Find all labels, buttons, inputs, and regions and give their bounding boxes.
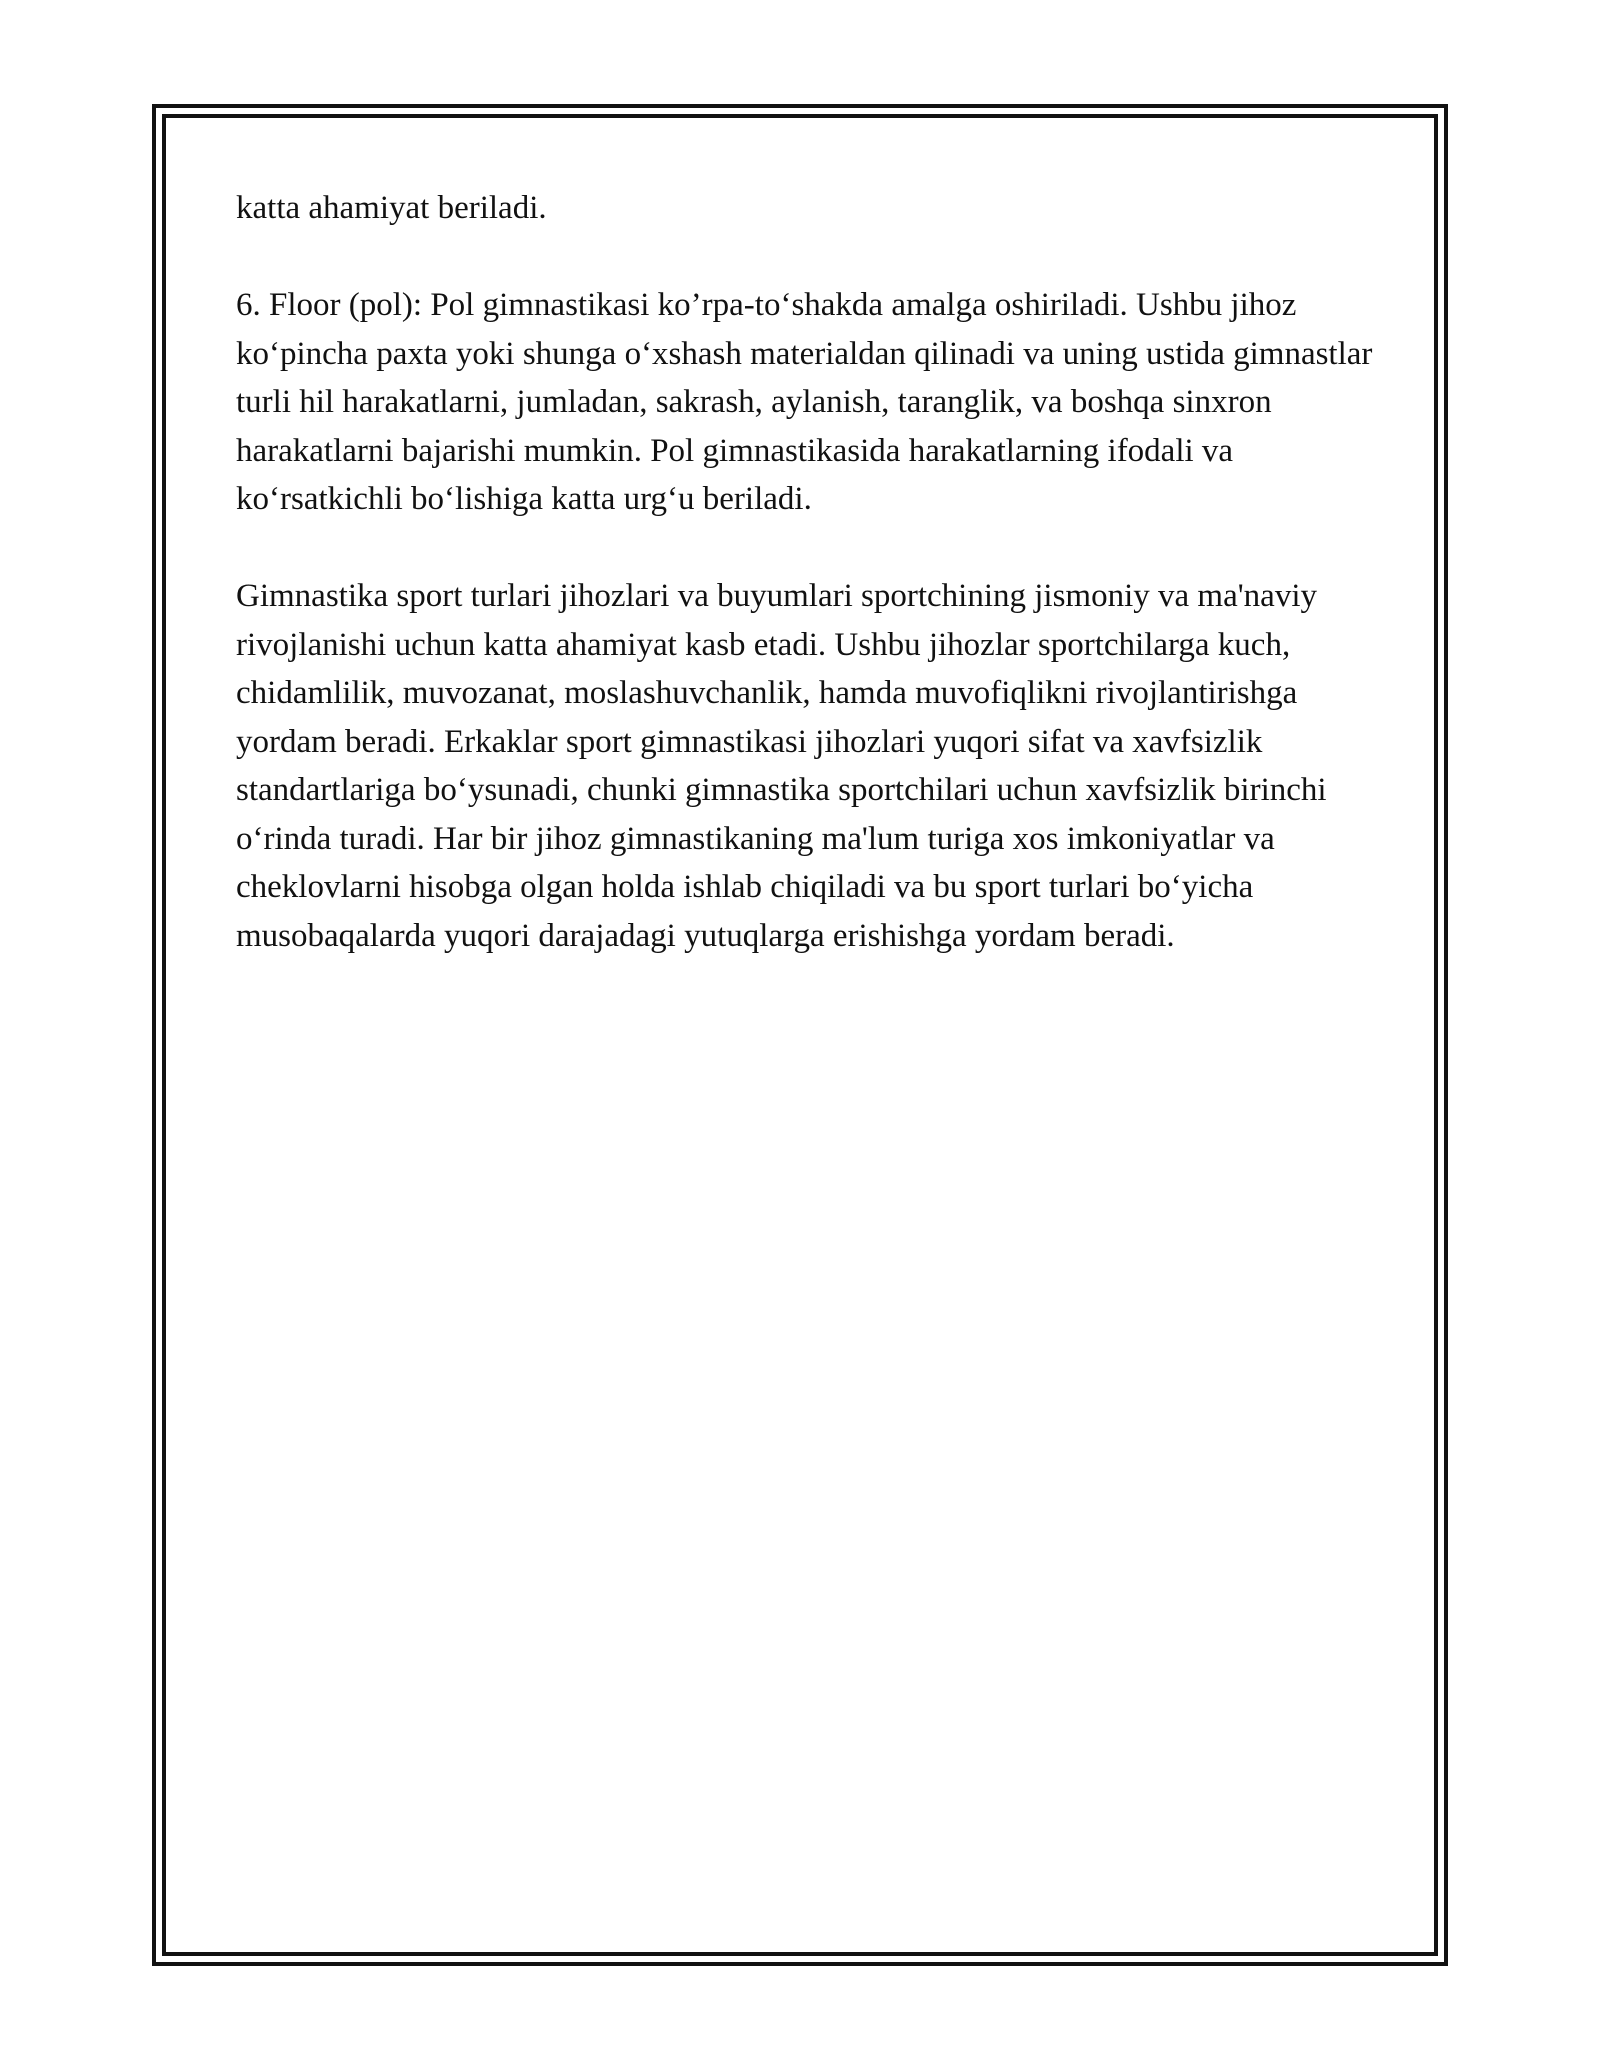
paragraph-floor: 6. Floor (pol): Pol gimnastikasi ko’rpa-to‘shakda amalga oshiriladi. Ushbu jihoz ko‘pincha paxta yoki shunga o‘xshash materialdan qilinadi va uning ustida gimnastlar turli hil harakatlarni, jumladan, sakrash, aylanish, taranglik, va boshqa sinxron harakatlarni bajarishi mumkin. Pol gimnastikasida harakatlarning ifodali va ko‘rsatkichli bo‘lishiga katta urg‘u beriladi. — [236, 287, 1373, 517]
paragraph-summary: Gimnastika sport turlari jihozlari va buyumlari sportchining jismoniy va ma'naviy rivojlanishi uchun katta ahamiyat kasb etadi. Ushbu jihozlar sportchilarga kuch, chidamlilik, muvozanat, moslashuvchanlik, hamda muvofiqlikni rivojlantirishga yordam beradi. Erkaklar sport gimnastikasi jihozlari yuqori sifat va xavfsizlik standartlariga bo‘ysunadi, chunki gimnastika sportchilari uchun xavfsizlik birinchi o‘rinda turadi. Har bir jihoz gimnastikaning ma'lum turiga xos imkoniyatlar va cheklovlarni hisobga olgan holda ishlab chiqiladi va bu sport turlari bo‘yicha musobaqalarda yuqori darajadagi yutuqlarga erishishga yordam beradi. — [236, 578, 1327, 954]
document-body — [236, 184, 1376, 960]
paragraph-continuation: katta ahamiyat beriladi. — [236, 190, 547, 226]
